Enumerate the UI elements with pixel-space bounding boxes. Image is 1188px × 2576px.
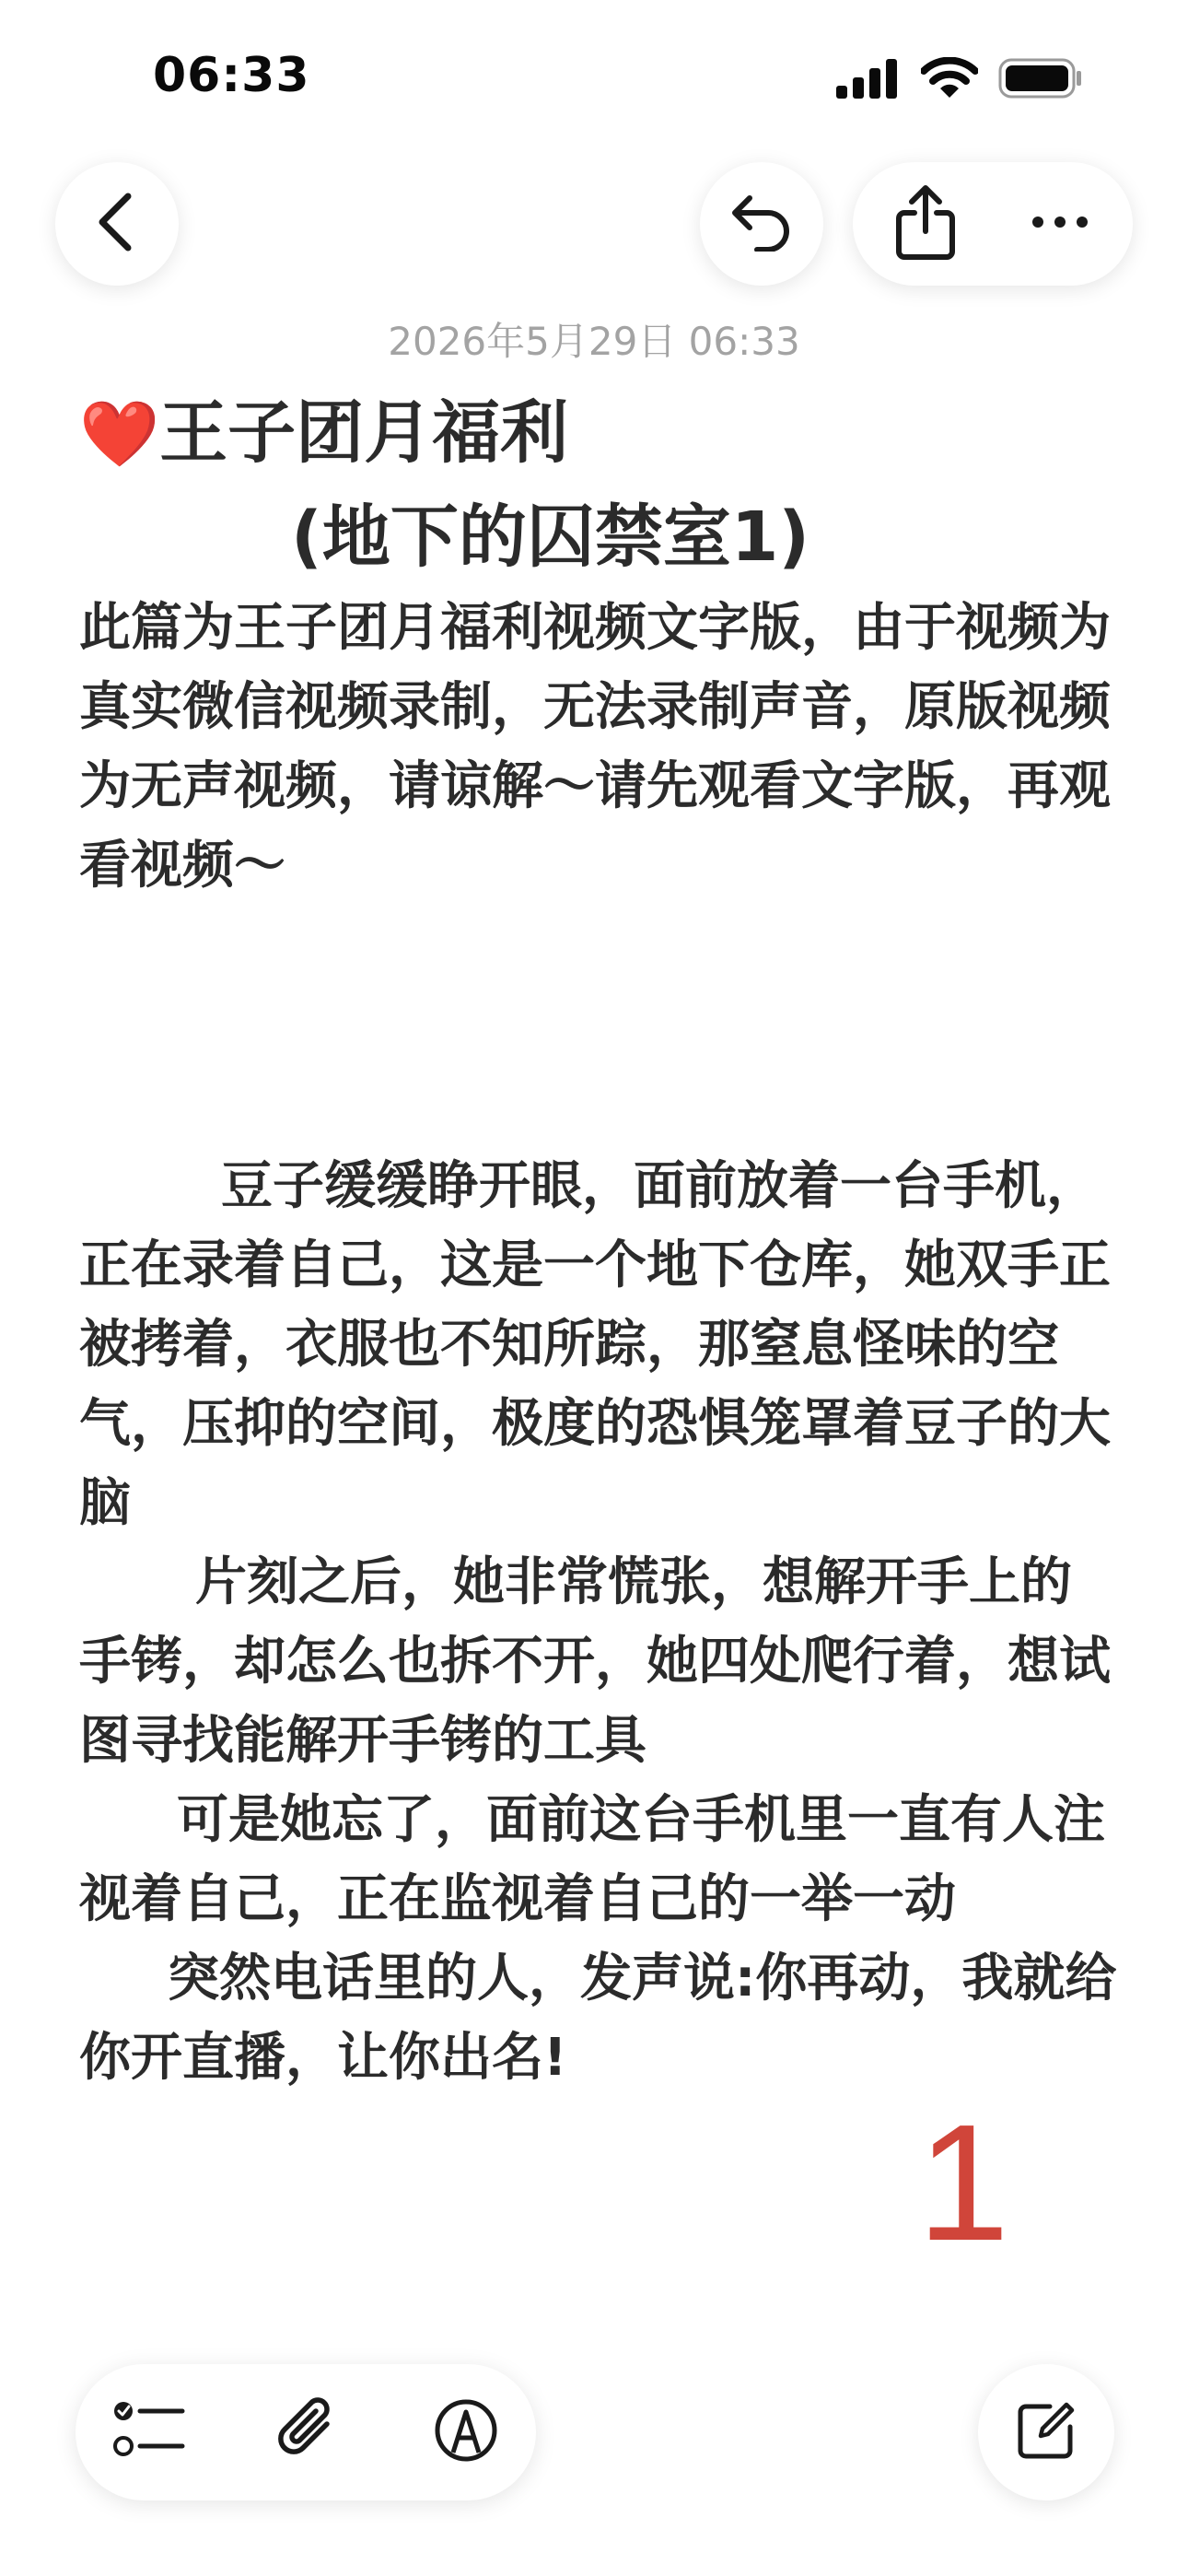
back-button[interactable] (55, 162, 179, 286)
undo-icon (729, 193, 794, 255)
note-paragraph-3: 可是她忘了，面前这台手机里一直有人注视着自己，正在监视着自己的一举一动 (79, 1790, 1105, 1929)
status-time: 06:33 (153, 48, 310, 103)
share-more-pill (853, 162, 1133, 286)
wifi-icon (921, 57, 978, 103)
more-button[interactable] (1019, 182, 1101, 265)
bottom-toolbar (76, 2364, 536, 2500)
note-intro-paragraph: 此篇为王子团月福利视频文字版，由于视频为真实微信视频录制，无法录制声音，原版视频为无声视频，请谅解～请先观看文字版，再观看视频～ (79, 598, 1111, 896)
checklist-icon (112, 2398, 186, 2466)
note-paragraph-1: 豆子缓缓睁开眼，面前放着一台手机，正在录着自己，这是一个地下仓库，她双手正被拷着，衣服也不知所踪，那窒息怪味的空气，压抑的空间，极度的恐惧笼罩着豆子的大脑 (79, 1156, 1111, 1533)
signal-icon (834, 58, 901, 102)
more-icon (1031, 215, 1089, 233)
note-paragraph-2: 片刻之后，她非常慌张，想解开手上的手铐，却怎么也拆不开，她四处爬行着，想试图寻找能解开手铐的工具 (79, 1552, 1111, 1771)
compose-icon (1013, 2397, 1079, 2467)
note-title-line-2: (地下的囚禁室1) (291, 498, 810, 577)
note-paragraph-4: 突然电话里的人，发声说:你再动，我就给你开直播，让你出名! (79, 1949, 1117, 2088)
attachment-button[interactable] (271, 2395, 344, 2469)
share-button[interactable] (884, 182, 967, 265)
pen-markup-icon (433, 2397, 499, 2467)
share-icon (893, 183, 958, 264)
battery-icon (998, 57, 1083, 103)
back-chevron-icon (91, 191, 143, 257)
note-title-text: 王子团月福利 (159, 393, 569, 473)
checklist-button[interactable] (112, 2395, 186, 2469)
heart-icon: ❤️ (79, 396, 160, 472)
compose-button[interactable] (978, 2364, 1114, 2500)
note-title-line-1 (79, 387, 1120, 480)
paperclip-icon (275, 2396, 340, 2468)
markup-button[interactable] (429, 2395, 503, 2469)
note-body[interactable] (79, 387, 1120, 2098)
undo-button[interactable] (700, 162, 823, 286)
status-icons (834, 57, 1083, 103)
page-number: 1 (917, 2090, 1010, 2276)
note-date: 2026年5月29日 06:33 (388, 319, 800, 364)
